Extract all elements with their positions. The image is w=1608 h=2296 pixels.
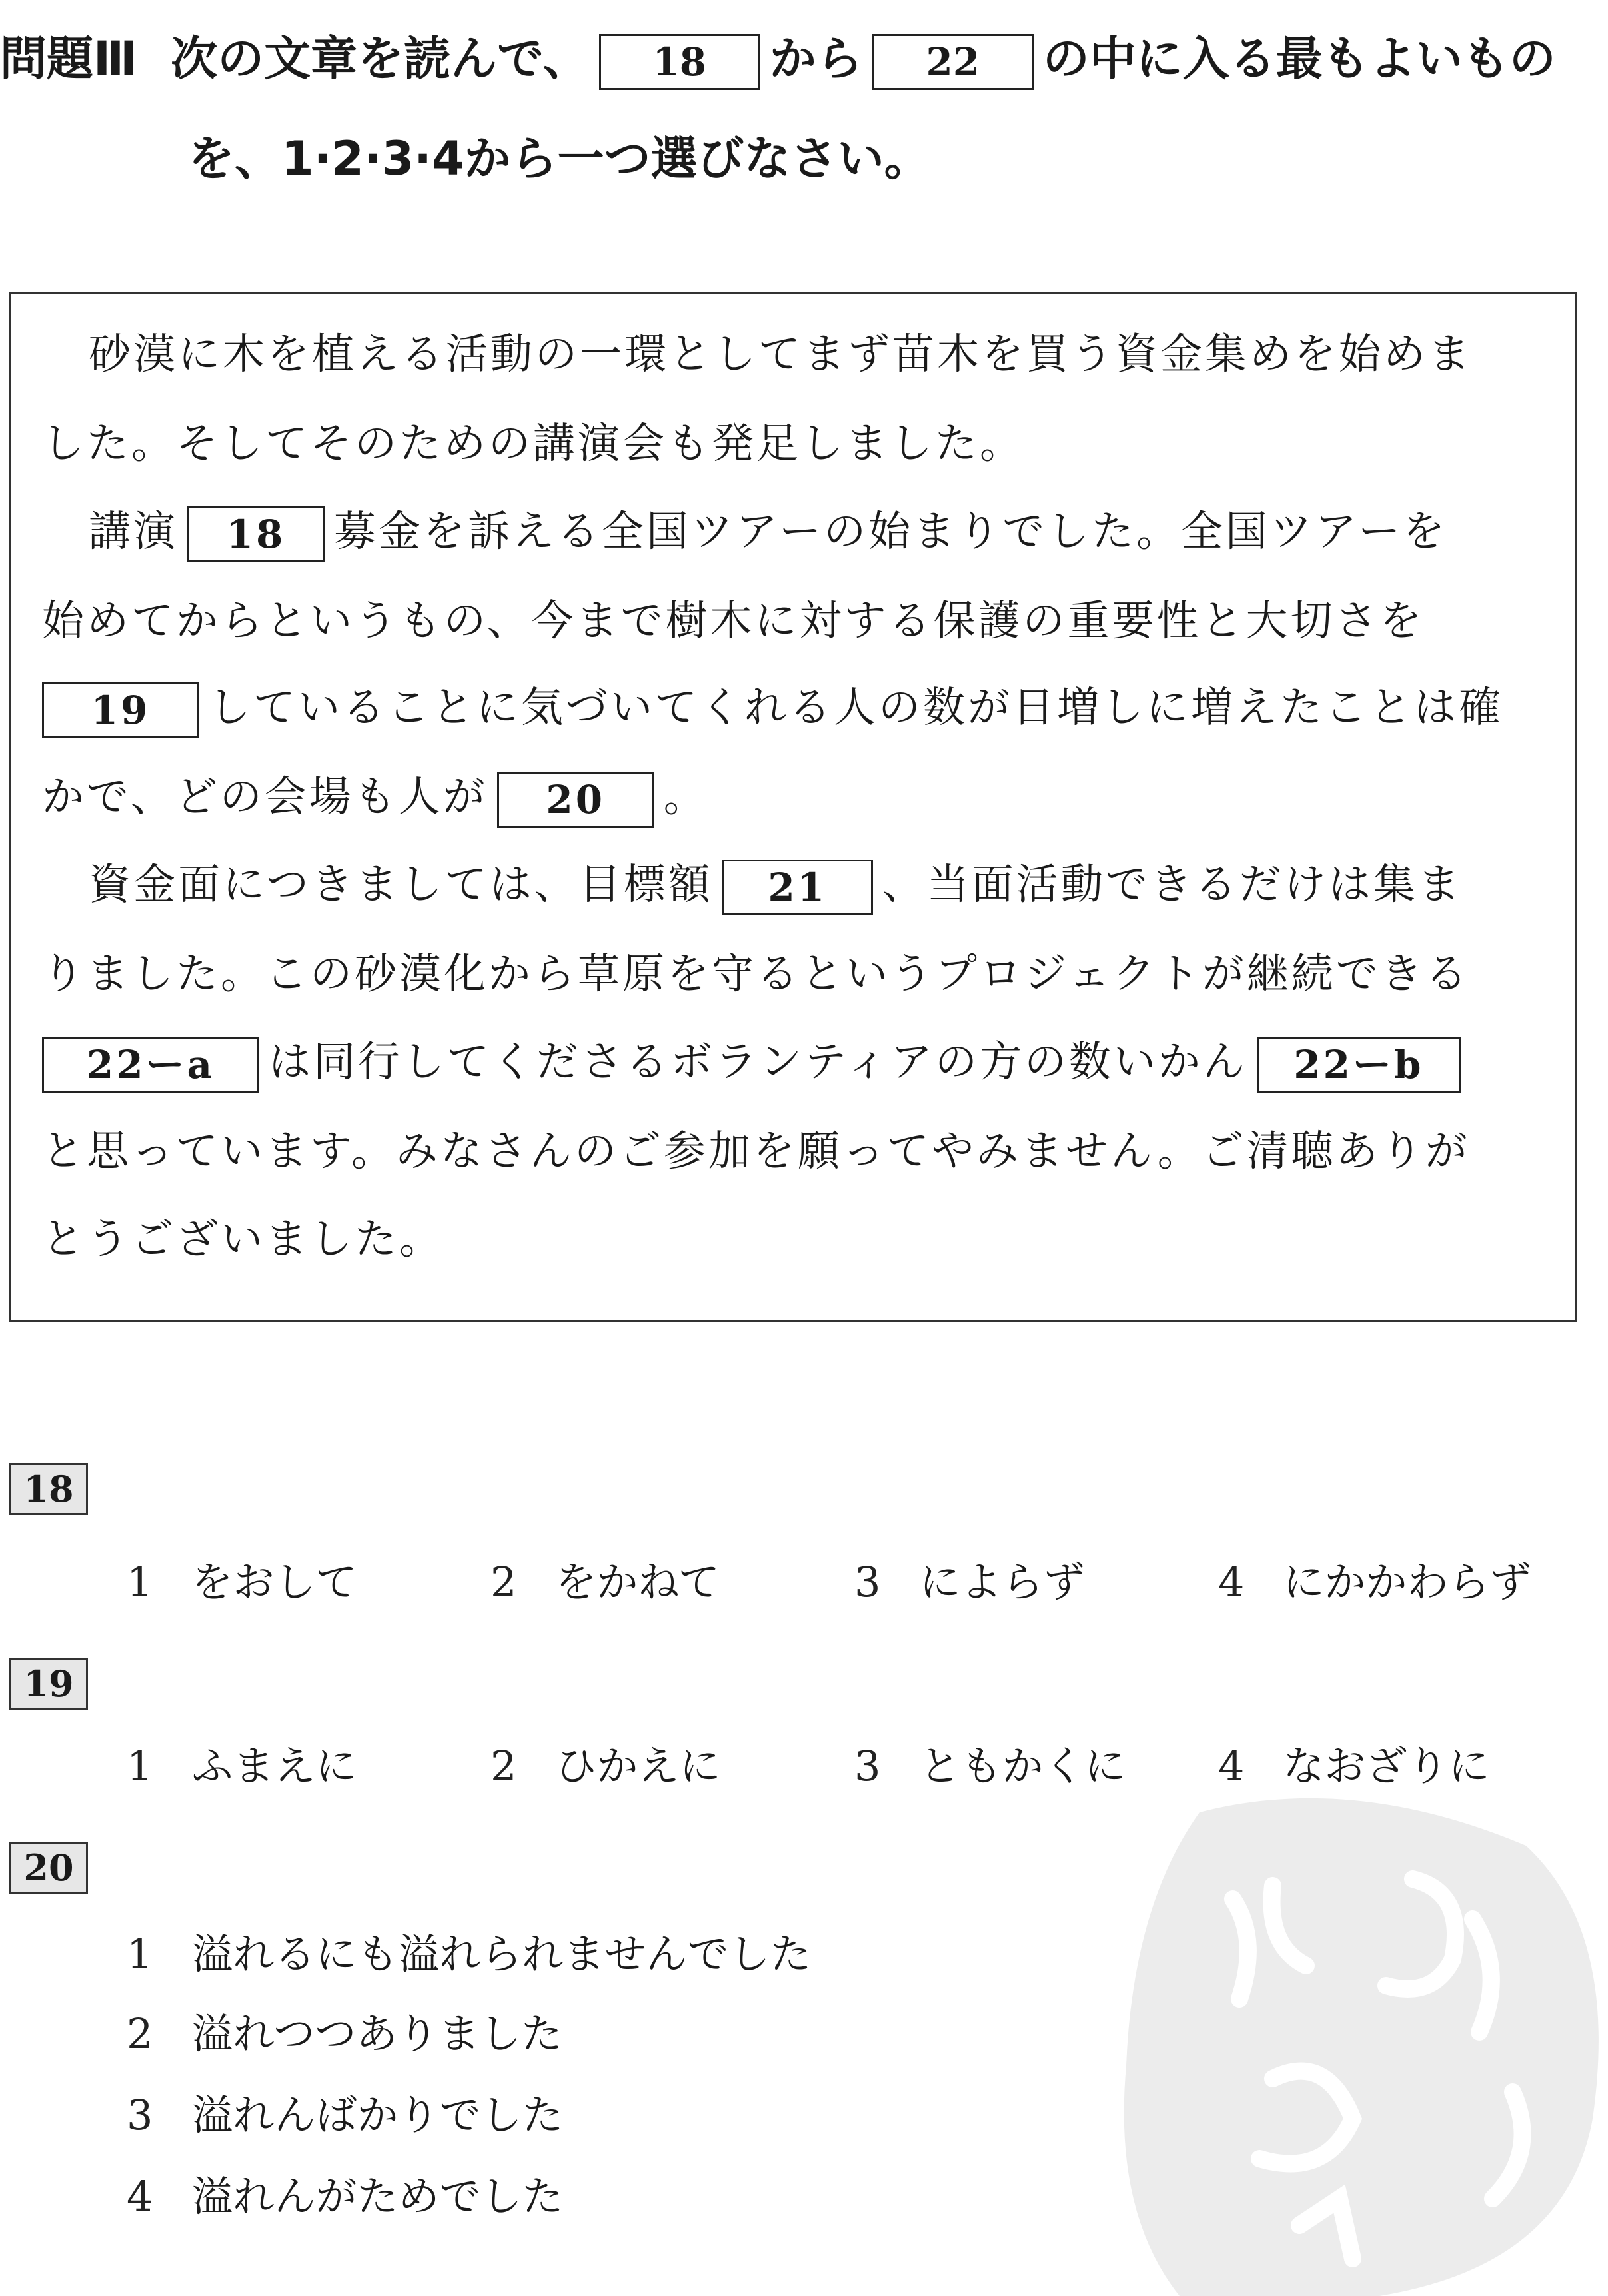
line-text: していることに気づいてくれる人の数が日増しに増えたことは確 — [209, 683, 1503, 732]
line-text: 講演 — [89, 507, 178, 556]
option-2[interactable] — [490, 1552, 720, 1612]
option-1[interactable] — [127, 1552, 357, 1612]
question-label-18: 18 — [9, 1463, 88, 1515]
passage-line-11: とうございました。 — [42, 1215, 444, 1263]
option-text: なおざりに — [1283, 1742, 1490, 1790]
passage-line-7 — [89, 855, 1463, 915]
option-text: をかねて — [555, 1558, 720, 1606]
question-label-20: 20 — [9, 1842, 88, 1894]
blank-box-end: 22 — [872, 34, 1034, 90]
option-text: にかかわらず — [1283, 1558, 1531, 1606]
option-text: 溢れつつありました — [191, 2009, 563, 2058]
option-text: によらず — [919, 1558, 1085, 1606]
passage-line-4: 始めてからというもの、今まで樹木に対する保護の重要性と大切さを — [42, 596, 1425, 645]
passage-line-1: 砂漠に木を植える活動の一環としてまず苗木を買う資金集めを始めま — [89, 330, 1473, 378]
option-3[interactable] — [854, 1736, 1126, 1796]
option-number: 2 — [490, 1742, 517, 1790]
blank-21: 21 — [722, 860, 873, 915]
option-number: 1 — [127, 1742, 153, 1790]
option-20-2[interactable] — [127, 2004, 562, 2064]
instruction-line-2: を、1·2·3·4から一つ選びなさい。 — [188, 131, 931, 186]
option-text: をおして — [191, 1558, 357, 1606]
passage-line-3 — [89, 502, 1447, 562]
passage-line-2: した。そしてそのための講演会も発足しました。 — [42, 419, 1024, 468]
option-number: 4 — [1218, 1558, 1245, 1606]
question-label-19: 19 — [9, 1658, 88, 1710]
option-text: ひかえに — [555, 1742, 721, 1790]
option-2[interactable] — [490, 1736, 720, 1796]
blank-19: 19 — [42, 682, 199, 738]
passage-line-6 — [42, 767, 708, 828]
option-number: 1 — [127, 1558, 153, 1606]
option-text: 溢れんばかりでした — [191, 2091, 564, 2139]
option-number: 3 — [854, 1558, 881, 1606]
passage-line-9 — [42, 1032, 1470, 1093]
option-number: 3 — [854, 1742, 881, 1790]
passage-box — [9, 292, 1577, 1322]
option-number: 4 — [127, 2172, 153, 2221]
line-text: 。 — [663, 772, 708, 821]
passage-line-8: りました。この砂漠化から草原を守るというプロジェクトが継続できる — [42, 949, 1470, 998]
passage-line-10: と思っています。みなさんのご参加を願ってやみません。ご清聴ありが — [42, 1127, 1470, 1175]
blank-18: 18 — [187, 506, 325, 562]
passage-line-5 — [42, 678, 1503, 738]
option-number: 2 — [127, 2009, 153, 2058]
blank-22a: 22ーa — [42, 1037, 259, 1093]
option-4[interactable] — [1218, 1552, 1531, 1612]
blank-box-start: 18 — [599, 34, 760, 90]
option-number: 1 — [127, 1930, 153, 1978]
option-1[interactable] — [127, 1736, 357, 1796]
instruction-part1: 次の文章を読んで、 — [171, 31, 590, 86]
option-text: 溢れるにも溢れられませんでした — [191, 1930, 812, 1978]
option-20-4[interactable] — [127, 2167, 563, 2227]
option-3[interactable] — [854, 1552, 1084, 1612]
instruction-part3: の中に入る最もよいもの — [1042, 31, 1556, 86]
instruction-part2: から — [769, 31, 863, 86]
option-text: 溢れんがためでした — [191, 2172, 564, 2221]
option-number: 4 — [1218, 1742, 1245, 1790]
option-number: 3 — [127, 2091, 153, 2139]
option-text: ふまえに — [191, 1742, 357, 1790]
question-label: 問題Ⅲ — [0, 31, 138, 86]
line-text: 、当面活動できるだけは集ま — [882, 860, 1463, 909]
option-20-3[interactable] — [127, 2085, 563, 2145]
line-text: 募金を訴える全国ツアーの始まりでした。全国ツアーを — [334, 507, 1448, 556]
instruction-line-1 — [0, 25, 1556, 92]
blank-22b: 22ーb — [1257, 1037, 1461, 1093]
option-number: 2 — [490, 1558, 517, 1606]
option-20-1[interactable] — [127, 1924, 811, 1984]
line-text: は同行してくださるボランティアの方の数いかん — [269, 1037, 1247, 1086]
line-text: かで、どの会場も人が — [42, 772, 488, 821]
seal-watermark-icon — [1100, 1786, 1606, 2296]
line-text: 資金面につきましては、目標額 — [89, 860, 713, 909]
blank-20: 20 — [497, 772, 654, 828]
option-text: ともかくに — [919, 1742, 1126, 1790]
